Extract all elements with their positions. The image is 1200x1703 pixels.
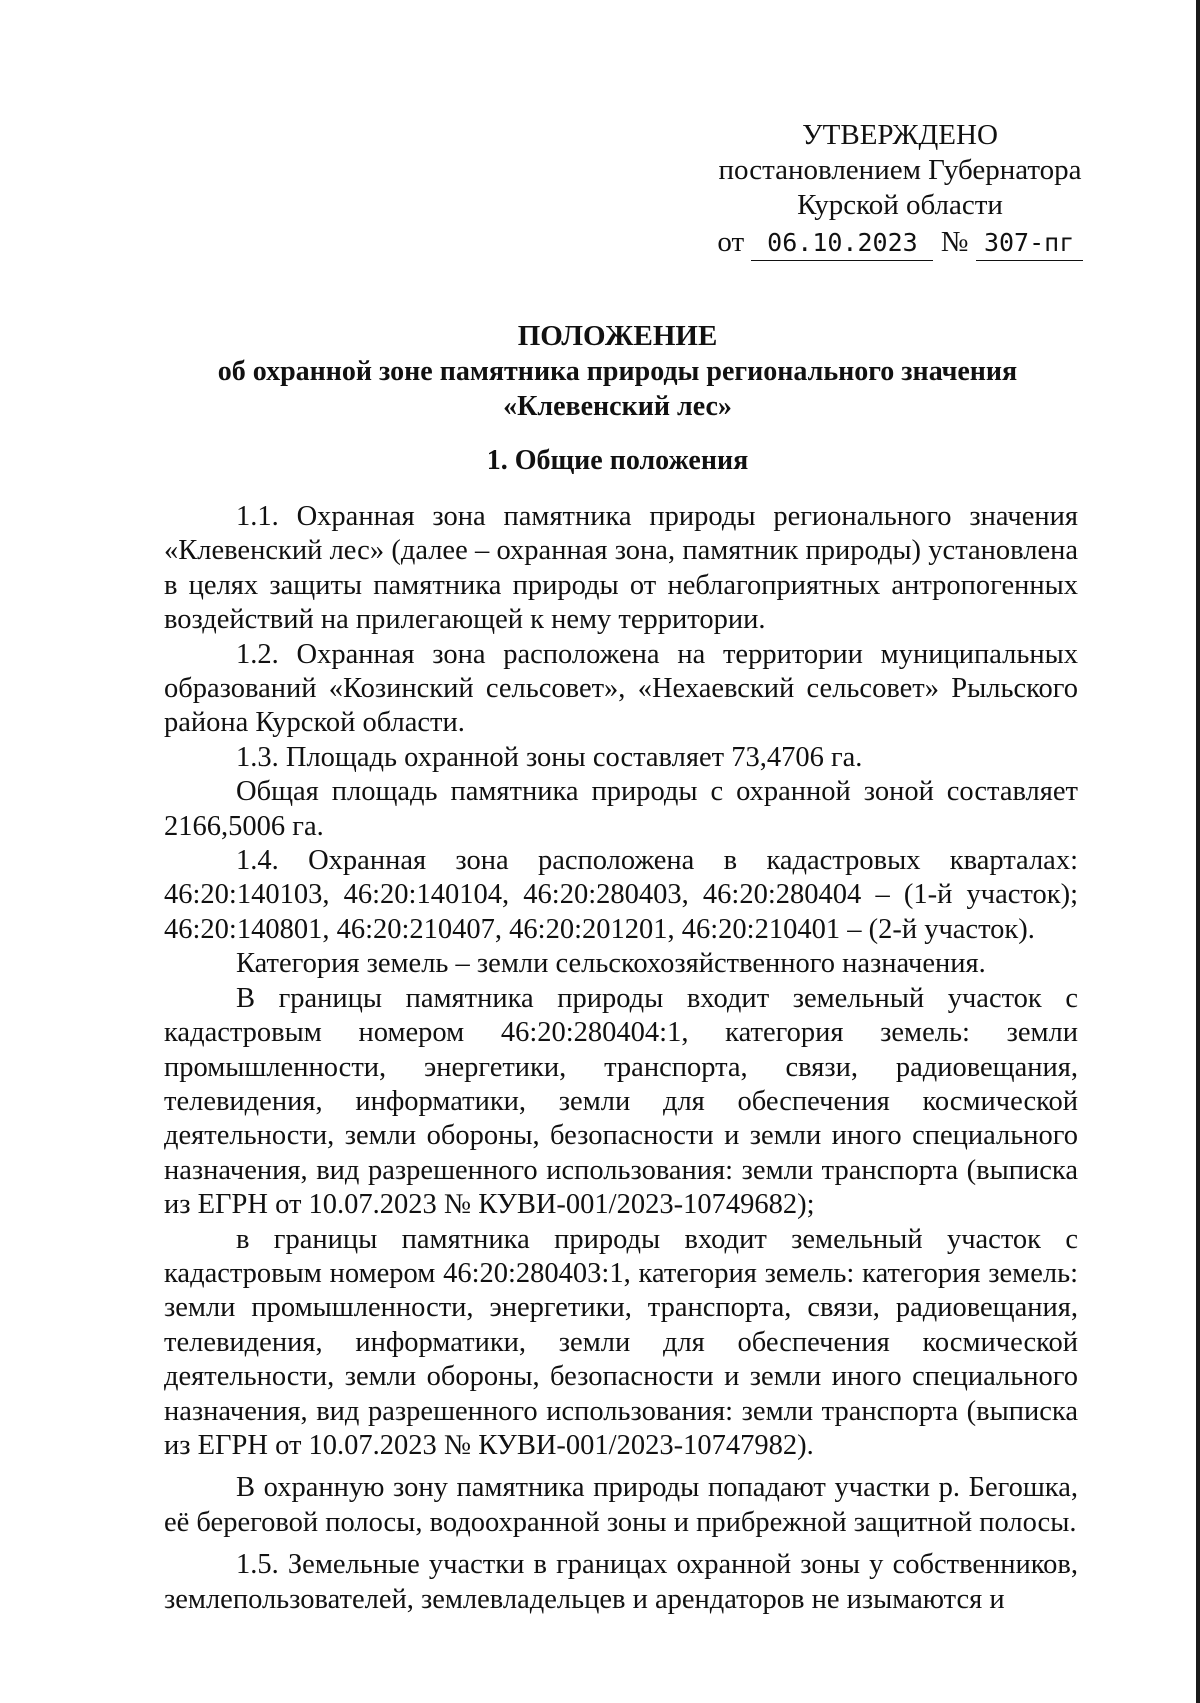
paragraph-parcel-280404: В границы памятника природы входит земельный участок с кадастровым номером 46:20:280404:1, категория земель: земли промышленности, энергетики, транспорта, связи, радиовещания, телевидения, информатики, земли для обеспечения космической деятельности, земли обороны, безопасности и земли иного специального назначения, вид разрешенного использования: земли транспорта (выписка из ЕГРН от 10.07.2023 № КУВИ-001/2023-10749682); bbox=[164, 982, 1078, 1221]
section-heading: 1. Общие положения bbox=[486, 445, 749, 476]
document-body bbox=[164, 500, 1078, 1617]
document-title: ПОЛОЖЕНИЕ bbox=[517, 320, 718, 352]
paragraph-land-category: Категория земель – земли сельскохозяйственного назначения. bbox=[236, 948, 986, 980]
number-prefix: № bbox=[940, 226, 969, 258]
paragraph-1-3: 1.3. Площадь охранной зоны составляет 73,4706 га. bbox=[236, 741, 863, 773]
paragraph-total-area: Общая площадь памятника природы с охранной зоной составляет 2166,5006 га. bbox=[164, 776, 1078, 842]
document-subtitle-line-1: об охранной зоне памятника природы регионального значения bbox=[217, 356, 1018, 387]
paragraph-1-4: 1.4. Охранная зона расположена в кадастровых кварталах: 46:20:140103, 46:20:140104, 46:20:280403, 46:20:280404 – (1-й участок); 46:20:140801, 46:20:210407, 46:20:201201, 46:20:210401 – (2-й участок). bbox=[164, 845, 1078, 945]
paragraph-1-5: 1.5. Земельные участки в границах охранной зоны у собственников, землепользователей, землевладельцев и арендаторов не изымаются и bbox=[164, 1549, 1078, 1615]
paragraph-parcel-280403: в границы памятника природы входит земельный участок с кадастровым номером 46:20:280403:1, категория земель: категория земель: земли промышленности, энергетики, транспорта, связи, радиовещания, телевидения, информатики, земли для обеспечения космической деятельности, земли обороны, безопасности и земли иного специального назначения, вид разрешенного использования: земли транспорта (выписка из ЕГРН от 10.07.2023 № КУВИ-001/2023-10747982). bbox=[164, 1223, 1078, 1461]
approval-stamp bbox=[700, 118, 1100, 261]
approval-number: 307-пг bbox=[976, 225, 1083, 261]
approval-heading: УТВЕРЖДЕНО bbox=[802, 119, 998, 151]
document-title-block bbox=[155, 318, 1080, 424]
approval-date: 06.10.2023 bbox=[751, 225, 933, 261]
approval-reference bbox=[700, 225, 1100, 261]
date-prefix: от bbox=[717, 226, 745, 258]
paragraph-1-2: 1.2. Охранная зона расположена на территории муниципальных образований «Козинский сельсовет», «Нехаевский сельсовет» Рыльского района Курской области. bbox=[164, 638, 1078, 739]
page-edge bbox=[1196, 0, 1200, 1703]
paragraph-1-1: 1.1. Охранная зона памятника природы регионального значения «Клевенский лес» (далее – охранная зона, памятник природы) установлена в целях защиты памятника природы от неблагоприятных антропогенных воздействий на прилегающей к нему территории. bbox=[164, 501, 1078, 636]
approval-authority: постановлением Губернатора bbox=[718, 154, 1082, 186]
approval-region: Курской области bbox=[797, 189, 1003, 221]
paragraph-river: В охранную зону памятника природы попадают участки р. Бегошка, её береговой полосы, водоохранной зоны и прибрежной защитной полосы. bbox=[164, 1472, 1078, 1538]
document-subtitle-line-2: «Клевенский лес» bbox=[503, 391, 732, 422]
